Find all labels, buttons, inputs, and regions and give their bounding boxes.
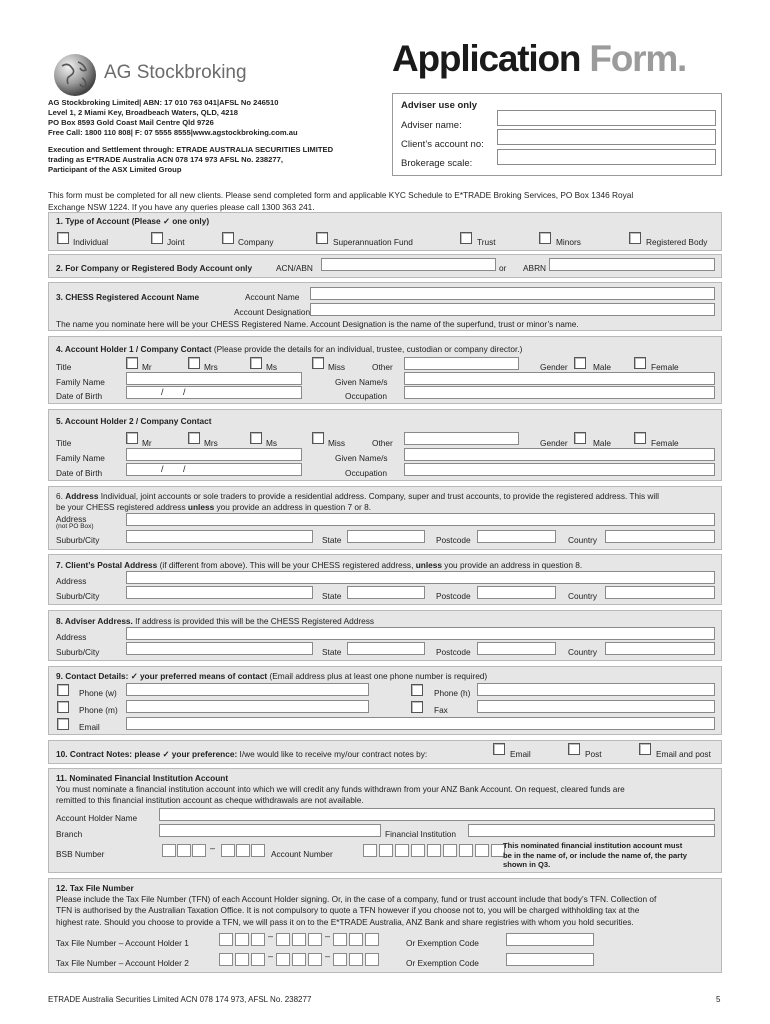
section-title: 2. For Company or Registered Body Account only [56,263,253,273]
section-adviser-address [48,610,722,661]
superannuation-label: Superannuation Fund [333,237,413,247]
minors-label: Minors [556,237,581,247]
given-names-field[interactable] [404,448,715,461]
male-checkbox[interactable] [574,357,586,369]
chess-note: The name you nominate here will be your CHESS Registered Name. Account Designation is the name of the superfund, trust or minor’s name. [56,319,579,329]
bsb-digit[interactable] [251,844,265,857]
tfn-separator: – [325,951,331,961]
tfn-digit[interactable] [308,953,322,966]
dob-separator: / [183,464,186,474]
family-name-label: Family Name [56,453,105,463]
ms-label: Ms [266,362,278,372]
miss-checkbox[interactable] [312,357,324,369]
company-details [48,98,298,138]
execution-details [48,145,333,175]
brokerage-scale-field[interactable] [497,149,716,165]
bsb-digit[interactable] [162,844,176,857]
intro-line: Exchange NSW 1224. If you have any queries please call 1300 363 241. [48,201,315,212]
individual-label: Individual [73,237,109,247]
tfn-digit[interactable] [349,933,363,946]
tfn-digit[interactable] [292,953,306,966]
section-title: 11. Nominated Financial Institution Account [56,773,229,783]
section-title [56,344,522,354]
miss-label: Miss [328,438,346,448]
title-bold: Application [392,38,581,79]
ms-checkbox[interactable] [250,432,262,444]
client-account-label: Client’s account no: [401,139,484,150]
account-number-label: Account Number [271,849,333,859]
tfn-digit[interactable] [308,933,322,946]
company-line: PO Box 8593 Gold Coast Mail Centre Qld 9726 [48,118,214,127]
note-line: This nominated financial institution account must [503,841,683,850]
state-label: State [322,591,342,601]
postcode-label: Postcode [436,647,471,657]
page-title [392,38,686,80]
state-field[interactable] [347,530,425,543]
globe-icon [52,52,98,98]
company-line: Level 1, 2 Miami Key, Broadbeach Waters, QLD, 4218 [48,108,238,117]
execution-line: Participant of the ASX Limited Group [48,165,182,174]
occupation-label: Occupation [345,468,387,478]
section-text-b: you provide an address in question 8. [441,560,583,570]
account-number-digit[interactable] [475,844,489,857]
title-light: Form. [589,38,687,79]
mr-label: Mr [142,362,152,372]
mrs-label: Mrs [204,438,218,448]
section-postal-address [48,554,722,605]
account-holder-label: Account Holder Name [56,813,138,823]
female-checkbox[interactable] [634,432,646,444]
occupation-field[interactable] [404,386,715,399]
other-label: Other [372,362,393,372]
email-field[interactable] [126,717,715,730]
dob-label: Date of Birth [56,391,103,401]
abrn-label: ABRN [523,263,547,273]
tfn-digit[interactable] [219,953,233,966]
address-label: Address [56,632,87,642]
occupation-field[interactable] [404,463,715,476]
postcode-field[interactable] [477,586,556,599]
section-title-bold: 9. Contact Details: ✓ your preferred means of contact [56,671,268,681]
section-address [48,486,722,550]
section-title: 3. CHESS Registered Account Name [56,292,200,302]
suburb-label: Suburb/City [56,535,100,545]
other-title-field[interactable] [404,432,519,445]
bsb-separator: – [210,843,216,853]
given-names-field[interactable] [404,372,715,385]
individual-checkbox[interactable] [57,232,69,244]
country-field[interactable] [605,586,715,599]
intro-line: This form must be completed for all new clients. Please send completed form and applicable KYC Schedule to E*TRADE Broking Services, PO Box 1346 Royal [48,190,634,200]
section-text [56,784,625,806]
tfn-digit[interactable] [365,953,379,966]
bsb-digit[interactable] [192,844,206,857]
ms-label: Ms [266,438,278,448]
notes-email-label: Email [510,749,531,759]
state-field[interactable] [347,642,425,655]
section-chess-name [48,282,722,331]
notes-both-label: Email and post [656,749,711,759]
trust-checkbox[interactable] [460,232,472,244]
execution-line: trading as E*TRADE Australia ACN 078 174 973 AFSL No. 238277, [48,155,283,164]
registered-body-label: Registered Body [646,237,708,247]
mr-checkbox[interactable] [126,357,138,369]
other-title-field[interactable] [404,357,519,370]
mrs-checkbox[interactable] [188,357,200,369]
tfn-separator: – [325,931,331,941]
miss-label: Miss [328,362,346,372]
note-line: shown in Q3. [503,860,551,869]
dob-separator: / [183,387,186,397]
suburb-field[interactable] [126,642,313,655]
company-checkbox[interactable] [222,232,234,244]
tfn-digit[interactable] [276,933,290,946]
exemption-code-field-1[interactable] [506,933,594,946]
section-text: If address is provided this will be the CHESS Registered Address [132,616,375,626]
section-text-line: remitted to this financial institution account as cheque withdrawals are not available. [56,795,364,805]
phone-h-label: Phone (h) [434,688,471,698]
male-label: Male [593,362,611,372]
company-line: AG Stockbroking Limited| ABN: 17 010 763 041|AFSL No 246510 [48,98,279,107]
adviser-name-label: Adviser name: [401,120,462,131]
account-number-digit[interactable] [379,844,393,857]
section-contact-details [48,666,722,735]
section-title-bold: 10. Contract Notes: please ✓ your preference: [56,749,238,759]
section-account-holder-1 [48,336,722,404]
account-name-field[interactable] [310,287,715,300]
institution-field[interactable] [468,824,715,837]
postcode-field[interactable] [477,530,556,543]
occupation-label: Occupation [345,391,387,401]
section-tax-file-number [48,878,722,973]
phone-w-field[interactable] [126,683,369,696]
section-text: (Email address plus at least one phone number is required) [267,671,488,681]
ms-checkbox[interactable] [250,357,262,369]
section-text-line: You must nominate a financial institution account into which we will credit any funds withdrawn from your ANZ Bank Account. On request, cleared funds are [56,784,625,794]
company-label: Company [238,237,274,247]
section-number: 6. [56,491,66,501]
account-designation-label: Account Designation [234,307,311,317]
tfn-digit[interactable] [292,933,306,946]
section-title: 1. Type of Account (Please ✓ one only) [56,216,210,226]
acn-field[interactable] [321,258,496,271]
section-account-type [48,212,722,251]
brokerage-scale-label: Brokerage scale: [401,158,473,169]
account-number-digit[interactable] [443,844,457,857]
given-names-label: Given Name/s [335,453,388,463]
fax-label: Fax [434,705,448,715]
section-title-bold: Address [65,491,99,501]
or-label: or [499,263,507,273]
adviser-name-field[interactable] [497,110,716,126]
section-title: 5. Account Holder 2 / Company Contact [56,416,212,426]
joint-label: Joint [167,237,185,247]
tfn-digit[interactable] [235,953,249,966]
phone-m-field[interactable] [126,700,369,713]
unless-bold: unless [415,560,442,570]
miss-checkbox[interactable] [312,432,324,444]
section-text-2a: be your CHESS registered address [56,501,188,512]
suburb-label: Suburb/City [56,591,100,601]
bsb-digit[interactable] [236,844,250,857]
registered-body-checkbox[interactable] [629,232,641,244]
male-checkbox[interactable] [574,432,586,444]
section-title [56,616,374,626]
family-name-field[interactable] [126,448,302,461]
section-text [56,894,656,928]
trust-label: Trust [477,237,496,247]
company-line: Free Call: 1800 110 808| F: 07 5555 8555|www.agstockbroking.com.au [48,128,298,137]
family-name-field[interactable] [126,372,302,385]
notes-post-checkbox[interactable] [568,743,580,755]
address-field[interactable] [126,571,715,584]
tfn-separator: – [268,951,274,961]
adviser-title: Adviser use only [401,100,478,111]
unless-bold: unless [187,501,215,512]
section-title: 12. Tax File Number [56,883,134,893]
footer-text: ETRADE Australia Securities Limited ACN 078 174 973, AFSL No. 238277 [48,995,312,1004]
address-label: Address [56,514,87,524]
adviser-panel [392,93,722,176]
tfn-digit[interactable] [333,953,347,966]
mr-checkbox[interactable] [126,432,138,444]
suburb-field[interactable] [126,530,313,543]
execution-line: Execution and Settlement through: ETRADE AUSTRALIA SECURITIES LIMITED [48,145,334,154]
section-title-bold: 4. Account Holder 1 / Company Contact [56,344,212,354]
account-number-digit[interactable] [363,844,377,857]
mrs-label: Mrs [204,362,218,372]
section-financial-institution [48,768,722,873]
family-name-label: Family Name [56,377,105,387]
phone-m-label: Phone (m) [79,705,118,715]
state-field[interactable] [347,586,425,599]
account-designation-field[interactable] [310,303,715,316]
section-title-bold: 7. Client’s Postal Address [56,560,158,570]
tfn-digit[interactable] [349,953,363,966]
tfn-digit[interactable] [251,953,265,966]
fax-checkbox[interactable] [411,701,423,713]
client-account-field[interactable] [497,129,716,145]
tfn-holder-2-label: Tax File Number – Account Holder 2 [56,958,189,968]
title-label: Title [56,362,72,372]
institution-note [503,841,687,870]
account-number-digit[interactable] [395,844,409,857]
intro-text [48,190,633,213]
tfn-digit[interactable] [235,933,249,946]
gender-label: Gender [540,438,568,448]
notes-both-checkbox[interactable] [639,743,651,755]
section-title [56,560,582,570]
logo-name: AG Stockbroking [104,62,247,83]
fax-field[interactable] [477,700,715,713]
tfn-digit[interactable] [333,933,347,946]
email-checkbox[interactable] [57,718,69,730]
notes-email-checkbox[interactable] [493,743,505,755]
country-label: Country [568,647,598,657]
dob-field[interactable] [126,386,302,399]
state-label: State [322,647,342,657]
section-text-1: Individual, joint accounts or sole traders to provide a residential address. Company, super and trust accounts, to provide the registered address. This will [98,491,659,501]
company-logo [52,52,262,98]
notes-post-label: Post [585,749,602,759]
tfn-digit[interactable] [251,933,265,946]
phone-m-checkbox[interactable] [57,701,69,713]
postcode-label: Postcode [436,535,471,545]
country-field[interactable] [605,530,715,543]
institution-label: Financial Institution [385,829,457,839]
account-holder-field[interactable] [159,808,715,821]
abrn-field[interactable] [549,258,715,271]
branch-field[interactable] [159,824,381,837]
dob-label: Date of Birth [56,468,103,478]
exemption-label: Or Exemption Code [406,958,479,968]
section-account-holder-2 [48,409,722,481]
section-text-line: TFN is authorised by the Australian Taxation Office. It is not compulsory to quote a TFN however if you choose not to, you will be charged withholding tax at the [56,905,640,916]
page-number: 5 [716,995,721,1004]
dob-separator: / [161,387,164,397]
country-label: Country [568,591,598,601]
suburb-label: Suburb/City [56,647,100,657]
male-label: Male [593,438,611,448]
mrs-checkbox[interactable] [188,432,200,444]
section-company-account [48,254,722,278]
phone-w-checkbox[interactable] [57,684,69,696]
mr-label: Mr [142,438,152,448]
dob-field[interactable] [126,463,302,476]
section-title [56,749,427,759]
gender-label: Gender [540,362,568,372]
tfn-digit[interactable] [219,933,233,946]
phone-w-label: Phone (w) [79,688,117,698]
email-label: Email [79,722,100,732]
section-text: I/we would like to receive my/our contract notes by: [237,749,428,759]
suburb-field[interactable] [126,586,313,599]
bsb-label: BSB Number [56,849,105,859]
address-field[interactable] [126,513,715,526]
account-number-digit[interactable] [427,844,441,857]
account-number-digit[interactable] [459,844,473,857]
postcode-field[interactable] [477,642,556,655]
account-name-label: Account Name [245,292,300,302]
section-text-line: highest rate. Should you choose to provide a TFN, we will pass it on to the E*TRADE Australia, ANZ Bank and share registries with whom you hold securities. [56,916,634,927]
section-title-bold: 8. Adviser Address. [56,616,133,626]
address-label: Address [56,576,87,586]
section-title-rest: (Please provide the details for an individual, trustee, custodian or company director.) [211,344,523,354]
not-po-box-label: (not PO Box) [56,523,94,530]
note-line: be in the name of, or include the name of, the party [503,850,687,860]
branch-label: Branch [56,829,83,839]
title-label: Title [56,438,72,448]
female-label: Female [651,438,679,448]
tfn-holder-1-label: Tax File Number – Account Holder 1 [56,938,189,948]
dob-separator: / [161,464,164,474]
section-text-2b: you provide an address in question 7 or 8. [214,501,372,512]
superannuation-checkbox[interactable] [316,232,328,244]
section-text [56,491,659,512]
given-names-label: Given Name/s [335,377,388,387]
postcode-label: Postcode [436,591,471,601]
female-checkbox[interactable] [634,357,646,369]
section-text-line: Please include the Tax File Number (TFN) of each Account Holder signing. Or, in the case of a company, fund or trust account include that body’s TFN. Collection of [56,894,657,904]
tfn-separator: – [268,931,274,941]
state-label: State [322,535,342,545]
country-field[interactable] [605,642,715,655]
section-title [56,671,487,681]
female-label: Female [651,362,679,372]
tfn-digit[interactable] [276,953,290,966]
country-label: Country [568,535,598,545]
phone-h-checkbox[interactable] [411,684,423,696]
acn-label: ACN/ABN [276,263,313,273]
minors-checkbox[interactable] [539,232,551,244]
address-field[interactable] [126,627,715,640]
account-number-digit[interactable] [411,844,425,857]
phone-h-field[interactable] [477,683,715,696]
other-label: Other [372,438,393,448]
exemption-code-field-2[interactable] [506,953,594,966]
joint-checkbox[interactable] [151,232,163,244]
section-text-a: (if different from above). This will be your CHESS registered address, [157,560,416,570]
tfn-digit[interactable] [365,933,379,946]
bsb-digit[interactable] [177,844,191,857]
exemption-label: Or Exemption Code [406,938,479,948]
bsb-digit[interactable] [221,844,235,857]
section-contract-notes [48,740,722,764]
